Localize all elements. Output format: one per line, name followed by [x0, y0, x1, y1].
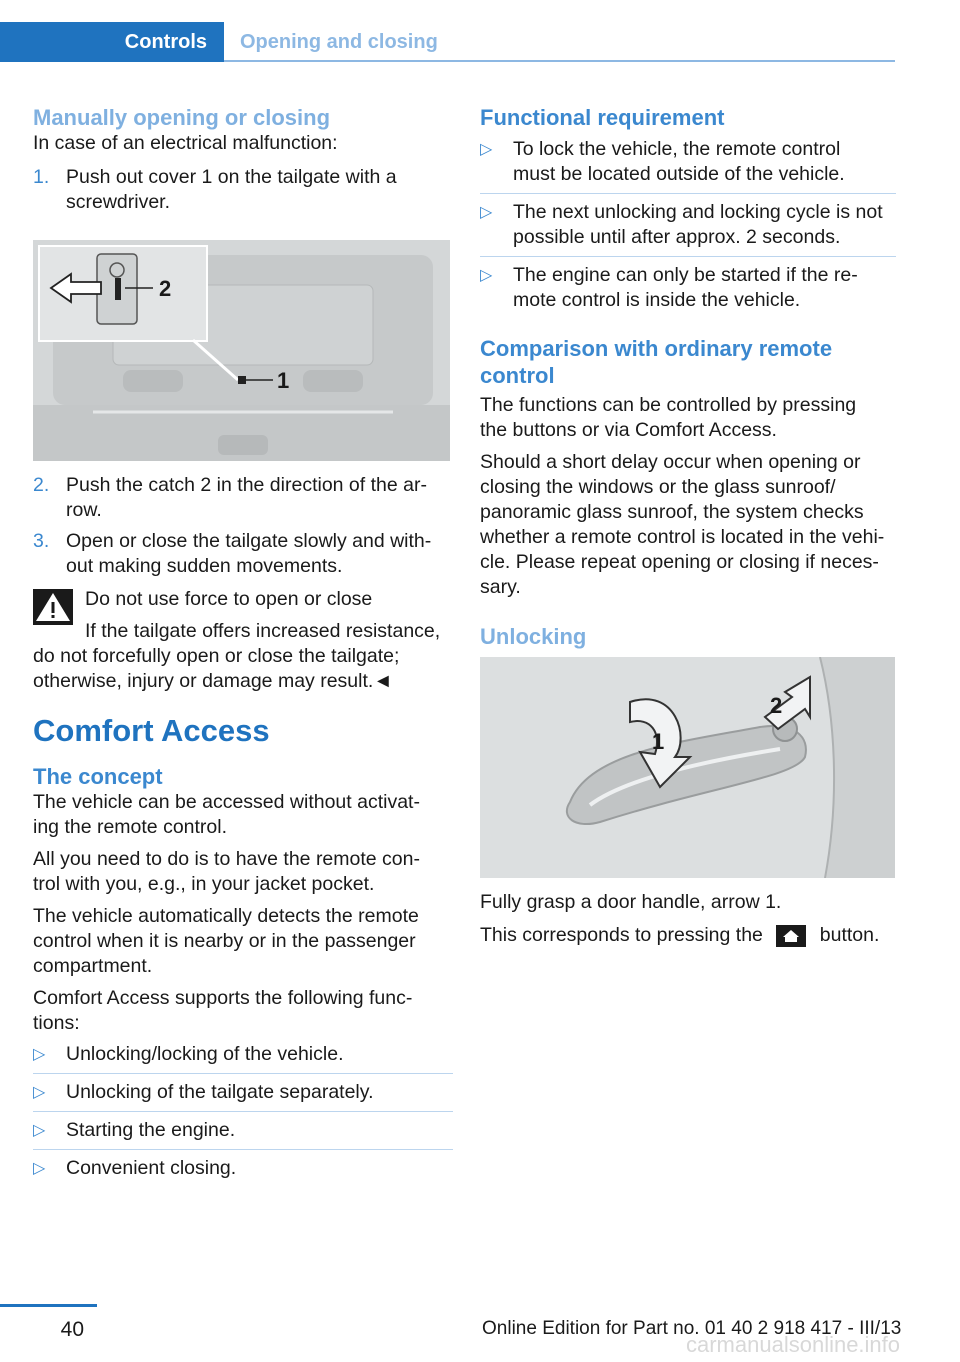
header-section: Controls: [0, 22, 224, 62]
paragraph: sary.: [480, 576, 521, 598]
left-column: [33, 104, 453, 215]
door-handle-figure: [480, 657, 895, 878]
step-number: 2.: [33, 474, 50, 496]
comparison-title: Comparison with ordinary remote control: [480, 336, 833, 388]
paragraph: The vehicle automatically detects the remote: [33, 905, 419, 927]
paragraph-text: button.: [819, 924, 880, 946]
step-number: 3.: [33, 530, 50, 552]
door-handle-illustration: [480, 657, 895, 878]
list-item: ▷ Starting the engine.: [33, 1119, 236, 1141]
paragraph: panoramic glass sunroof, the system checks: [480, 501, 864, 523]
step-3: [33, 529, 453, 579]
step-number: 1.: [33, 166, 50, 188]
step-text: Push the catch 2 in the direction of the ar-: [66, 474, 427, 496]
paragraph: Should a short delay occur when opening or: [480, 451, 861, 473]
triangle-bullet-icon: ▷: [33, 1160, 46, 1177]
warning-block: [33, 587, 453, 692]
paragraph: ing the remote control.: [33, 816, 228, 838]
callout-2: 2: [770, 693, 783, 718]
list-item: ▷ To lock the vehicle, the remote control must be located outside of the vehicle.: [480, 138, 845, 185]
step-text: out making sudden movements.: [66, 555, 343, 577]
tailgate-figure: [33, 240, 450, 461]
warning-text: If the tailgate offers increased resistance,: [85, 620, 441, 642]
paragraph-text: This corresponds to pressing the: [480, 924, 763, 946]
right-column: [480, 104, 896, 650]
triangle-bullet-icon: ▷: [33, 1122, 46, 1139]
divider: [33, 1111, 453, 1112]
left-column-continued: [33, 473, 453, 1181]
divider: [33, 1149, 453, 1150]
paragraph: All you need to do is to have the remote con-: [33, 848, 420, 870]
paragraph: Comfort Access supports the following func-: [33, 987, 413, 1009]
header-rule: [224, 60, 895, 62]
triangle-bullet-icon: ▷: [480, 141, 493, 158]
callout-1: 1: [277, 368, 290, 393]
comfort-access-title: Comfort Access: [33, 713, 270, 748]
right-column-continued: [480, 890, 896, 948]
concept-title: The concept: [33, 764, 163, 789]
list-item: ▷ Unlocking of the tailgate separately.: [33, 1081, 374, 1103]
watermark: carmanualsonline.info: [686, 1332, 901, 1357]
warning-icon: [33, 589, 73, 625]
warning-text: otherwise, injury or damage may result.◄: [33, 670, 393, 692]
unlocking-title: Unlocking: [480, 624, 587, 649]
list-item: ▷ Convenient closing.: [33, 1157, 237, 1179]
divider: [480, 256, 896, 257]
paragraph: trol with you, e.g., in your jacket pocket.: [33, 873, 375, 895]
requirement-title: Functional requirement: [480, 105, 725, 130]
paragraph: control when it is nearby or in the passenger: [33, 930, 416, 952]
callout-1: 1: [652, 729, 665, 754]
paragraph: The functions can be controlled by pressing: [480, 394, 857, 416]
step-text: screwdriver.: [66, 191, 171, 213]
paragraph: [480, 923, 896, 948]
triangle-bullet-icon: ▷: [480, 204, 493, 221]
paragraph: Fully grasp a door handle, arrow 1.: [480, 891, 782, 913]
footer-rule: [0, 1304, 97, 1307]
tailgate-illustration: [33, 240, 450, 461]
paragraph: cle. Please repeat opening or closing if neces-: [480, 551, 879, 573]
header-subsection: Opening and closing: [240, 31, 438, 53]
warning-title: Do not use force to open or close: [85, 588, 373, 610]
unlock-button-icon: [776, 925, 806, 947]
triangle-bullet-icon: ▷: [480, 267, 493, 284]
callout-2: 2: [159, 276, 172, 301]
list-item: ▷ The next unlocking and locking cycle is not possible until after approx. 2 seconds.: [480, 201, 883, 248]
manual-intro: In case of an electrical malfunction:: [33, 132, 338, 154]
divider: [480, 193, 896, 194]
divider: [33, 1073, 453, 1074]
step-text: row.: [66, 499, 102, 521]
page-number: 40: [60, 1318, 84, 1341]
paragraph: whether a remote control is located in the vehi-: [480, 526, 885, 548]
triangle-bullet-icon: ▷: [33, 1046, 46, 1063]
page-header: [0, 22, 895, 62]
warning-text: do not forcefully open or close the tailgate;: [33, 645, 400, 667]
paragraph: closing the windows or the glass sunroof/: [480, 476, 836, 498]
list-item: ▷ Unlocking/locking of the vehicle.: [33, 1043, 344, 1065]
paragraph: compartment.: [33, 955, 153, 977]
step-text: Open or close the tailgate slowly and with-: [66, 530, 432, 552]
step-text: Push out cover 1 on the tailgate with a: [66, 166, 397, 188]
feature-list: [33, 1042, 453, 1181]
step-1: [33, 165, 453, 215]
paragraph: The vehicle can be accessed without activat-: [33, 791, 420, 813]
triangle-bullet-icon: ▷: [33, 1084, 46, 1101]
paragraph: the buttons or via Comfort Access.: [480, 419, 777, 441]
paragraph: tions:: [33, 1012, 80, 1034]
step-2: [33, 473, 453, 523]
edition-text: Online Edition for Part no. 01 40 2 918 417 - III/13: [482, 1318, 902, 1339]
manual-title: Manually opening or closing: [33, 105, 331, 130]
list-item: ▷ The engine can only be started if the re- mote control is inside the vehicle.: [480, 264, 858, 311]
